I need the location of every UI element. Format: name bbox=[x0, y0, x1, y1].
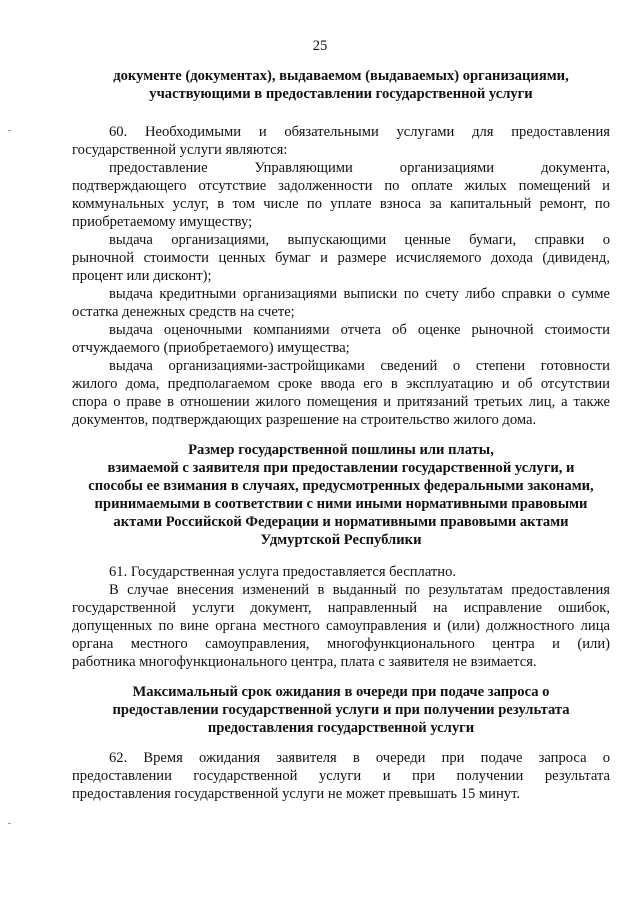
heading-line: Максимальный срок ожидания в очереди при подаче запроса о bbox=[132, 684, 550, 700]
heading-line: предоставления государственной услуги bbox=[207, 720, 475, 736]
heading-line: взимаемой с заявителя при предоставлении государственной услуги, и bbox=[107, 460, 575, 476]
text-line: 62. Время ожидания заявителя в очереди при подаче запроса о bbox=[109, 750, 610, 766]
text-line: государственной услуги документ, направленный на исправление ошибок, bbox=[72, 600, 610, 616]
section-heading-state-fee bbox=[72, 441, 610, 549]
text-line: процент или дисконт); bbox=[72, 268, 212, 284]
paragraph-62 bbox=[72, 749, 610, 803]
text-line: В случае внесения изменений в выданный по результатам предоставления bbox=[109, 582, 610, 598]
heading-line: предоставлении государственной услуги и при получении результата bbox=[112, 702, 570, 718]
scan-mark bbox=[8, 130, 11, 131]
text-line: остатка денежных средств на счете; bbox=[72, 304, 295, 320]
list-item-management-organizations bbox=[72, 159, 610, 231]
text-line: приобретаемому имуществу; bbox=[72, 214, 253, 230]
page-number: 25 bbox=[312, 38, 328, 54]
section-heading-documents bbox=[72, 67, 610, 103]
paragraph-60 bbox=[72, 123, 610, 159]
heading-line: принимаемыми в соответствии с ними иными нормативными правовыми bbox=[94, 496, 588, 512]
heading-line: Удмуртской Республики bbox=[260, 532, 422, 548]
paragraph-61-corrections bbox=[72, 581, 610, 671]
text-line: предоставление Управляющими организациями документа, bbox=[109, 160, 610, 176]
text-line: отчуждаемого (приобретаемого) имущества; bbox=[72, 340, 350, 356]
text-line: предоставлении государственной услуги и при получении результата bbox=[72, 768, 610, 784]
paragraph-61 bbox=[72, 563, 610, 581]
text-line: спора о праве в отношении жилого помещения и притязаний третьих лиц, а также bbox=[72, 394, 610, 410]
text-line: жилого дома, предполагаемом сроке ввода его в эксплуатацию и об отсутствии bbox=[72, 376, 610, 392]
text-line: коммунальных услуг, в том числе по уплате взноса за капитальный ремонт, по bbox=[72, 196, 610, 212]
text-line: допущенных по вине органа местного самоуправления и (или) должностного лица bbox=[72, 618, 610, 634]
section-heading-waiting-time bbox=[72, 683, 610, 737]
scan-mark bbox=[8, 823, 11, 824]
list-item-securities bbox=[72, 231, 610, 285]
text-line: выдача оценочными компаниями отчета об оценке рыночной стоимости bbox=[109, 322, 610, 338]
heading-line: документе (документах), выдаваемом (выдаваемых) организациями, bbox=[113, 68, 569, 84]
text-line: 60. Необходимыми и обязательными услугами для предоставления bbox=[109, 124, 610, 140]
heading-line: Размер государственной пошлины или платы, bbox=[188, 442, 494, 458]
heading-line: актами Российской Федерации и нормативными правовыми актами bbox=[113, 514, 569, 530]
text-line: документов, подтверждающих разрешение на строительство жилого дома. bbox=[72, 412, 537, 428]
text-line: 61. Государственная услуга предоставляется бесплатно. bbox=[109, 564, 457, 580]
list-item-developers bbox=[72, 357, 610, 429]
text-line: рыночной стоимости ценных бумаг и размере исчисляемого дохода (дивиденд, bbox=[72, 250, 610, 266]
text-line: органа местного самоуправления, многофункционального центра и (или) bbox=[72, 636, 610, 652]
text-line: работника многофункционального центра, плата с заявителя не взимается. bbox=[72, 654, 537, 670]
heading-line: способы ее взимания в случаях, предусмотренных федеральными законами, bbox=[88, 478, 594, 494]
text-line: выдача кредитными организациями выписки по счету либо справки о сумме bbox=[109, 286, 610, 302]
list-item-valuation-report bbox=[72, 321, 610, 357]
heading-line: участвующими в предоставлении государственной услуги bbox=[149, 86, 533, 102]
list-item-bank-statement bbox=[72, 285, 610, 321]
text-line: предоставления государственной услуги не может превышать 15 минут. bbox=[72, 786, 521, 802]
text-line: государственной услуги являются: bbox=[72, 142, 288, 158]
text-line: выдача организациями, выпускающими ценные бумаги, справки о bbox=[109, 232, 610, 248]
text-line: выдача организациями-застройщиками сведений о степени готовности bbox=[109, 358, 610, 374]
text-line: подтверждающего отсутствие задолженности по оплате жилых помещений и bbox=[72, 178, 610, 194]
